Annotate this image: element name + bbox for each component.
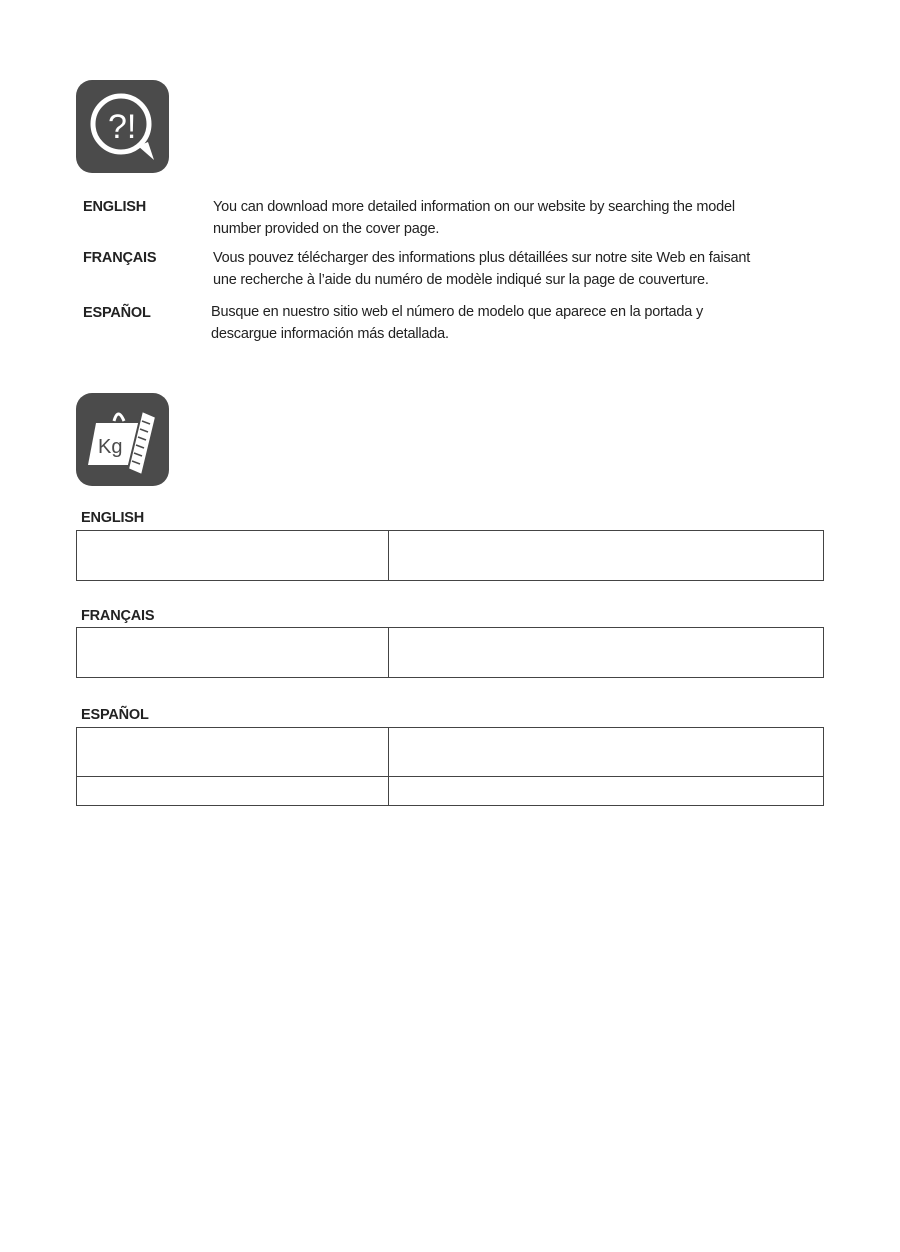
table-cell <box>77 728 389 777</box>
table-english <box>76 530 824 581</box>
weight-ruler-icon <box>76 393 169 486</box>
table-row <box>77 628 824 678</box>
lang-label-espanol: ESPAÑOL <box>83 305 151 321</box>
table-cell <box>389 728 824 777</box>
lang-label-english: ENGLISH <box>83 199 147 215</box>
question-exclamation-bubble-icon <box>76 80 169 173</box>
table-cell <box>77 628 389 678</box>
table-espanol <box>76 727 824 806</box>
table-row <box>77 531 824 581</box>
text-line: number provided on the cover page. <box>213 221 440 237</box>
table-cell <box>389 531 824 581</box>
table-cell <box>77 531 389 581</box>
table-label-espanol: ESPAÑOL <box>81 707 149 723</box>
text-line: descargue información más detallada. <box>211 326 449 342</box>
table-label-francais: FRANÇAIS <box>81 608 155 624</box>
lang-label-francais: FRANÇAIS <box>83 250 157 266</box>
svg-text:?!: ?! <box>108 108 137 146</box>
table-row <box>77 728 824 777</box>
table-row <box>77 777 824 806</box>
info-text-english <box>213 196 813 240</box>
info-text-francais <box>213 247 813 291</box>
table-francais <box>76 627 824 678</box>
text-line: You can download more detailed information on our website by searching the model <box>213 199 735 215</box>
info-text-espanol <box>211 301 811 345</box>
table-cell <box>389 628 824 678</box>
text-line: une recherche à l’aide du numéro de modèle indiqué sur la page de couverture. <box>213 272 709 288</box>
svg-text:Kg: Kg <box>98 436 123 458</box>
table-cell <box>77 777 389 806</box>
text-line: Vous pouvez télécharger des informations plus détaillées sur notre site Web en faisant <box>213 250 751 266</box>
table-label-english: ENGLISH <box>81 510 145 526</box>
table-cell <box>389 777 824 806</box>
text-line: Busque en nuestro sitio web el número de modelo que aparece en la portada y <box>211 304 704 320</box>
